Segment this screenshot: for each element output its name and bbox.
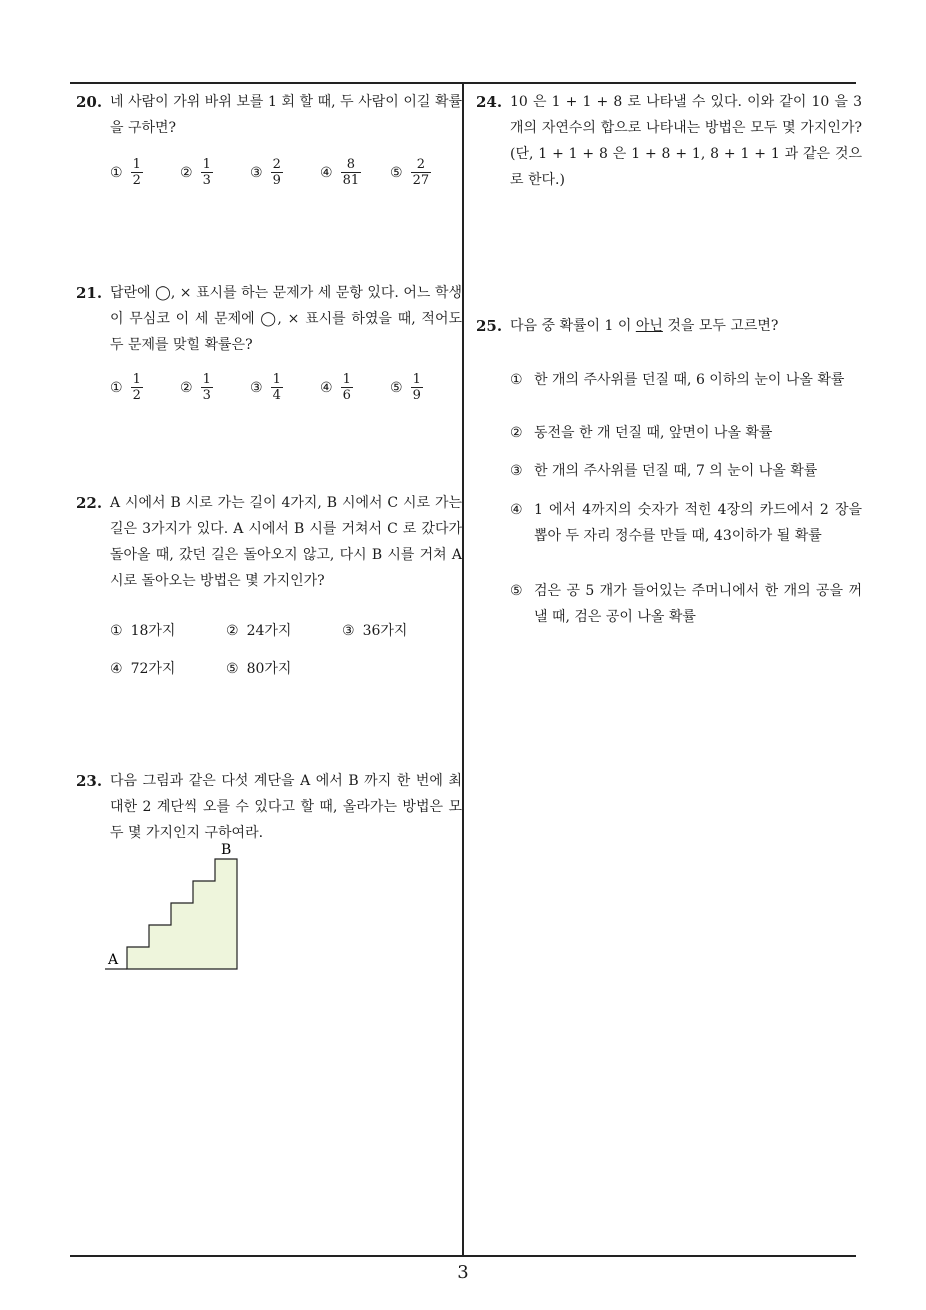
- label-b: B: [221, 842, 232, 858]
- question-number: 21.: [76, 284, 103, 302]
- question-text: 답란에 ◯, × 표시를 하는 문제가 세 문항 있다. 어느 학생이 무심코 이 세 문제에 ◯, × 표시를 하였을 때, 적어도 두 문제를 맞힐 확률은?: [110, 285, 462, 353]
- choice-3[interactable]: ③ $\frac{1}{4}$: [250, 372, 281, 403]
- fraction: $\frac{1}{2}$: [132, 157, 141, 188]
- choice-1[interactable]: ① $\frac{1}{2}$: [110, 157, 141, 188]
- label-a: A: [108, 952, 119, 968]
- choice-2[interactable]: ② 24가지: [226, 618, 291, 644]
- question-text: 네 사람이 가위 바위 보를 1 회 할 때, 두 사람이 이길 확률을 구하면?: [110, 94, 462, 136]
- question-number: 22.: [76, 494, 103, 512]
- q25-choice-4[interactable]: ④ 1 에서 4까지의 숫자가 적힌 4장의 카드에서 2 장을 뽑아 두 자리 정수를 만들 때, 43이하가 될 확률: [510, 497, 862, 549]
- choice-label: 검은 공 5 개가 들어있는 주머니에서 한 개의 공을 꺼낼 때, 검은 공이 나올 확률: [534, 583, 862, 625]
- choice-4[interactable]: ④ 72가지: [110, 656, 175, 682]
- q25-choice-5[interactable]: ⑤ 검은 공 5 개가 들어있는 주머니에서 한 개의 공을 꺼낼 때, 검은 공이 나올 확률: [510, 578, 862, 630]
- question-number: 23.: [76, 772, 103, 790]
- q25-choice-3[interactable]: ③ 한 개의 주사위를 던질 때, 7 의 눈이 나올 확률: [510, 458, 862, 484]
- fraction: $\frac{1}{3}$: [202, 157, 211, 188]
- question-24: [476, 89, 862, 193]
- question-20: [76, 89, 462, 188]
- page-number: 3: [457, 1262, 469, 1283]
- question-21: [76, 280, 462, 403]
- choice-label: 동전을 한 개 던질 때, 앞면이 나올 확률: [534, 425, 773, 441]
- question-text: A 시에서 B 시로 가는 길이 4가지, B 시에서 C 시로 가는 길은 3가지가 있다. A 시에서 B 시를 거쳐서 C 로 갔다가 돌아올 때, 갔던 길은 돌아오지 않고, 다시 B 시를 거쳐 A 시로 돌아오는 방법은 몇 가지인가?: [110, 495, 462, 589]
- staircase-figure: [100, 836, 250, 976]
- choice-label: 한 개의 주사위를 던질 때, 6 이하의 눈이 나올 확률: [534, 372, 845, 388]
- question-number: 20.: [76, 93, 103, 111]
- staircase-shape: [127, 859, 237, 969]
- choice-2[interactable]: ② $\frac{1}{3}$: [180, 157, 211, 188]
- choice-label: 한 개의 주사위를 던질 때, 7 의 눈이 나올 확률: [534, 463, 818, 479]
- choice-label: 18가지: [130, 623, 176, 639]
- choice-3[interactable]: ③ $\frac{2}{9}$: [250, 157, 281, 188]
- question-text: 10 은 1 + 1 + 8 로 나타낼 수 있다. 이와 같이 10 을 3 개의 자연수의 합으로 나타내는 방법은 모두 몇 가지인가? (단, 1 + 1 + 8 은 1 + 8 + 1, 8 + 1 + 1 과 같은 것으로 한다.): [510, 94, 862, 188]
- choice-1[interactable]: ① $\frac{1}{2}$: [110, 372, 141, 403]
- choice-5[interactable]: ⑤ $\frac{1}{9}$: [390, 372, 421, 403]
- choice-label: 72가지: [130, 661, 176, 677]
- choice-4[interactable]: ④ $\frac{8}{81}$: [320, 157, 360, 188]
- choice-label: 24가지: [246, 623, 292, 639]
- column-divider: [462, 82, 464, 1256]
- question-25: [476, 313, 862, 339]
- bottom-rule: [70, 1255, 856, 1257]
- question-text: 다음 중 확률이 1 이 아닌 것을 모두 고르면?: [510, 318, 779, 334]
- fraction: $\frac{1}{2}$: [132, 372, 141, 403]
- question-23: [76, 768, 462, 846]
- fraction: $\frac{2}{27}$: [412, 157, 430, 188]
- fraction: $\frac{1}{4}$: [272, 372, 281, 403]
- choice-3[interactable]: ③ 36가지: [342, 618, 407, 644]
- q25-choice-1[interactable]: ① 한 개의 주사위를 던질 때, 6 이하의 눈이 나올 확률: [510, 367, 862, 393]
- fraction: $\frac{1}{3}$: [202, 372, 211, 403]
- choice-2[interactable]: ② $\frac{1}{3}$: [180, 372, 211, 403]
- fraction: $\frac{1}{9}$: [412, 372, 421, 403]
- question-text: 다음 그림과 같은 다섯 계단을 A 에서 B 까지 한 번에 최대한 2 계단씩 오를 수 있다고 할 때, 올라가는 방법은 모두 몇 가지인지 구하여라.: [110, 773, 462, 841]
- choice-1[interactable]: ① 18가지: [110, 618, 175, 644]
- fraction: $\frac{2}{9}$: [272, 157, 281, 188]
- choice-4[interactable]: ④ $\frac{1}{6}$: [320, 372, 351, 403]
- emphasis-not: 아닌: [635, 318, 663, 334]
- q25-choice-2[interactable]: ② 동전을 한 개 던질 때, 앞면이 나올 확률: [510, 420, 862, 446]
- question-number: 24.: [476, 93, 503, 111]
- choice-5[interactable]: ⑤ 80가지: [226, 656, 291, 682]
- question-22: [76, 490, 462, 677]
- question-number: 25.: [476, 317, 503, 335]
- fraction: $\frac{8}{81}$: [342, 157, 360, 188]
- choice-label: 80가지: [246, 661, 292, 677]
- choice-5[interactable]: ⑤ $\frac{2}{27}$: [390, 157, 430, 188]
- choice-label: 1 에서 4까지의 숫자가 적힌 4장의 카드에서 2 장을 뽑아 두 자리 정수를 만들 때, 43이하가 될 확률: [534, 502, 862, 544]
- choice-label: 36가지: [362, 623, 408, 639]
- fraction: $\frac{1}{6}$: [342, 372, 351, 403]
